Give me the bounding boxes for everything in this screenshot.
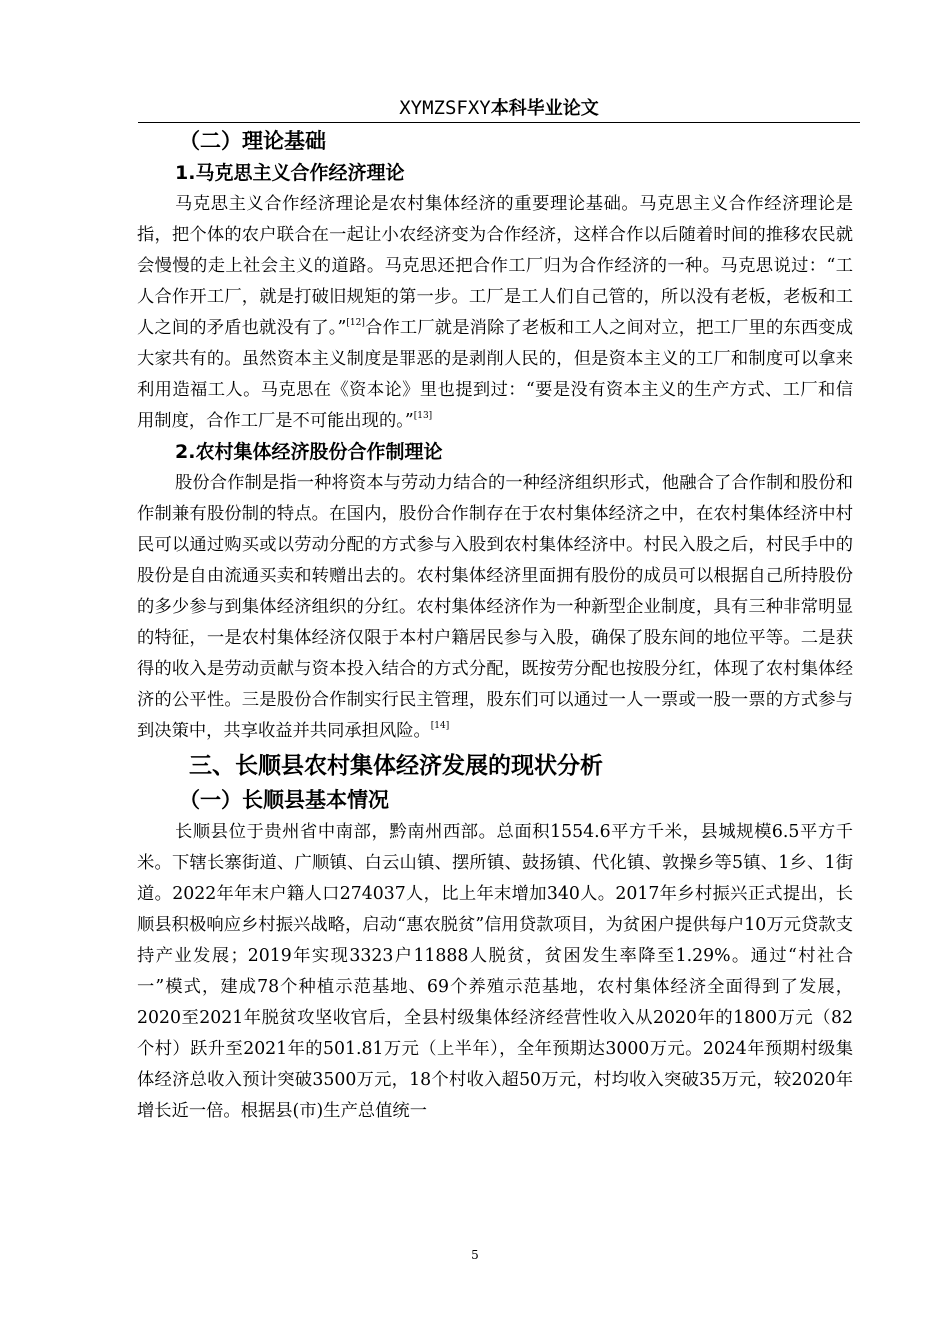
section-heading-theory: （二）理论基础 [179, 129, 326, 153]
header-title: 本科毕业论文 [490, 98, 599, 119]
subsection-heading-marxist: 1.马克思主义合作经济理论 [175, 162, 405, 184]
subsection-heading-shareholding: 2.农村集体经济股份合作制理论 [175, 441, 443, 463]
paragraph-text: 股份合作制是指一种将资本与劳动力结合的一种经济组织形式，他融合了合作制和股份和作制兼有股份制的特点。在国内，股份合作制存在于农村集体经济之中，在农村集体经济中村民可以通过购买或以劳动分配的方式参与入股到农村集体经济中。村民入股之后，村民手中的股份是自由流通买卖和转赠出去的。农村集体经济里面拥有股份的成员可以根据自己所持股份的多少参与到集体经济组织的分红。农村集体经济作为一种新型企业制度，具有三种非常明显的特征，一是农村集体经济仅限于本村户籍居民参与入股，确保了股东间的地位平等。二是获得的收入是劳动贡献与资本投入结合的方式分配，既按劳分配也按股分红，体现了农村集体经济的公平性。三是股份合作制实行民主管理，股东们可以通过一人一票或一股一票的方式参与到决策中，共享收益并共同承担风险。 [137, 473, 853, 741]
section-heading-basic-info: （一）长顺县基本情况 [179, 788, 389, 812]
paragraph-text: 马克思主义合作经济理论是农村集体经济的重要理论基础。马克思主义合作经济理论是指，把个体的农户联合在一起让小农经济变为合作经济，这样合作以后随着时间的推移农民就会慢慢的走上社会主义的道路。马克思还把合作工厂归为合作经济的一种。马克思说过：“工人合作开工厂，就是打破旧规矩的第一步。工厂是工人们自己管的，所以没有老板，老板和工人之间的矛盾也就没有了。” [137, 194, 853, 338]
citation-14: [14] [430, 721, 450, 731]
paragraph-shareholding-theory [137, 468, 853, 747]
paragraph-text: 合作工厂就是消除了老板和工人之间对立，把工厂里的东西变成大家共有的。虽然资本主义制度是罪恶的是剥削人民的，但是资本主义的工厂和制度可以拿来利用造福工人。马克思在《资本论》里也提到过：“要是没有资本主义的生产方式、工厂和信用制度，合作工厂是不可能出现的。” [137, 318, 853, 431]
paragraph-basic-info: 长顺县位于贵州省中南部，黔南州西部。总面积1554.6平方千米，县城规模6.5平方千米。下辖长寨街道、广顺镇、白云山镇、摆所镇、鼓扬镇、代化镇、敦操乡等5镇、1乡、1街道。2022年年末户籍人口274037人，比上年末增加340人。2017年乡村振兴正式提出，长顺县积极响应乡村振兴战略，启动“惠农脱贫”信用贷款项目，为贫困户提供每户10万元贷款支持产业发展；2019年实现3323户11888人脱贫，贫困发生率降至1.29%。通过“村社合一”模式，建成78个种植示范基地、69个养殖示范基地，农村集体经济全面得到了发展，2020至2021年脱贫攻坚收官后，全县村级集体经济经营性收入从2020年的1800万元（82个村）跃升至2021年的501.81万元（上半年），全年预期达3000万元。2024年预期村级集体经济总收入预计突破3500万元，18个村收入超50万元，村均收入突破35万元，较2020年增长近一倍。根据县(市)生产总值统一 [137, 822, 853, 1121]
header-abbreviation: XYMZSFXY [399, 97, 491, 119]
chapter-heading: 三、长顺县农村集体经济发展的现状分析 [189, 753, 603, 779]
citation-12: [12] [346, 318, 365, 328]
page-header [138, 94, 860, 123]
paragraph-marxist-theory [137, 189, 853, 437]
page-number: 5 [471, 1248, 479, 1262]
citation-13: [13] [413, 411, 433, 421]
document-body [137, 124, 853, 1127]
